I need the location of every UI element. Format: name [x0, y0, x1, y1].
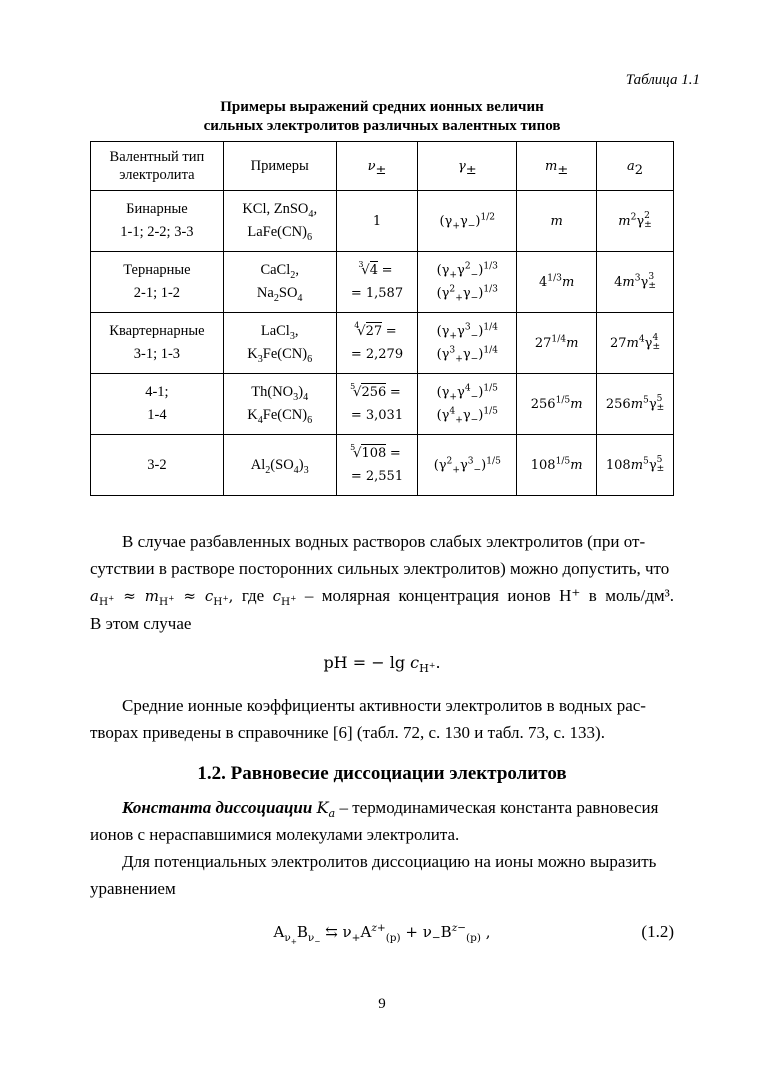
- header-examples: Примеры: [223, 142, 336, 191]
- cell-nu: 5 √108 = = 2,551: [336, 435, 418, 496]
- cell-a: $108m^5\gamma 5$ ±: [597, 435, 674, 496]
- cell-gamma: $(\gamma^2_+\gamma^3_-)^{1/5}$: [418, 435, 517, 496]
- page-number: 9: [378, 996, 386, 1012]
- cell-m: $4^{1/3}m$: [517, 252, 597, 313]
- equation-ph: pH = − $\lg c_{H^+}$.: [323, 653, 441, 676]
- section-heading: 1.2. Равновесие диссоциации электролитов: [197, 763, 567, 784]
- equation-number: (1.2): [641, 922, 674, 941]
- cell-examples: CaCl$_2$, $Na_2SO_4$: [223, 252, 336, 313]
- table-title-line-2: сильных электролитов различных валентных типов: [203, 118, 561, 134]
- paragraph-activity-coefficients: Средние ионные коэффициенты активности электролитов в водных рас- творах приведены в справочнике [6] (табл. 72, с. 130 и табл. 73, с. 133).: [90, 696, 646, 742]
- cell-m: $256^{1/5}m$: [517, 374, 597, 435]
- cell-examples: KCl, ZnSO$_4$, $LaFe(CN)_6$: [223, 191, 336, 252]
- cell-a: $4m^3\gamma 3$ ±: [597, 252, 674, 313]
- cell-examples: $Al_2(SO_4)_3$: [223, 435, 336, 496]
- cell-a: $256m^5\gamma 5$ ±: [597, 374, 674, 435]
- paragraph-line-3: $a_{H^+} \approx m_{H^+} \approx c_{H^+}$, где $c_{H^+}$ – молярная концентрация ионов H⁺ в моль/дм³.: [90, 586, 675, 608]
- table-row: [91, 374, 674, 435]
- table-title-line-1: Примеры выражений средних ионных величин: [220, 99, 544, 115]
- cell-nu: 5 √256 = = 3,031: [336, 374, 418, 435]
- cell-nu: 3 √4 = = 1,587: [336, 252, 418, 313]
- cell-gamma: $(\gamma_+\gamma^2_-)^{1/3}$ $(\gamma^2_+\gamma_-)^{1/3}$: [418, 252, 517, 313]
- table-row: [91, 435, 674, 496]
- header-m: $m_\pm$: [517, 142, 597, 191]
- cell-type: Бинарные 1-1; 2-2; 3-3: [91, 191, 224, 252]
- cell-gamma: $(\gamma_+\gamma_-)^{1/2}$: [418, 191, 517, 252]
- table-caption: Таблица 1.1: [625, 72, 700, 88]
- cell-examples: $Th(NO_3)_4$ $K_4Fe(CN)_6$: [223, 374, 336, 435]
- header-a: $a_2$: [597, 142, 674, 191]
- cell-gamma: $(\gamma_+\gamma^4_-)^{1/5}$ $(\gamma^4_+\gamma_-)^{1/5}$: [418, 374, 517, 435]
- cell-m: m: [517, 191, 597, 252]
- table-row: [91, 252, 674, 313]
- table-title: [0, 98, 764, 136]
- cell-nu: 4 √27 = = 2,279: [336, 313, 418, 374]
- cell-nu: 1: [336, 191, 418, 252]
- equation-dissociation: $A_{\nu_+}B_{\nu_-}$ ⇆ $\nu_+A^{z+}_{(р)} + \nu_-B^{z-}_{(р)}$ ,: [273, 922, 491, 947]
- cell-gamma: $(\gamma_+\gamma^3_-)^{1/4}$ $(\gamma^3_+\gamma_-)^{1/4}$: [418, 313, 517, 374]
- cell-type: Квартернарные 3-1; 1-3: [91, 313, 224, 374]
- header-gamma: $\gamma_\pm$: [418, 142, 517, 191]
- header-valence-type: Валентный тип электролита: [91, 142, 224, 191]
- cell-type: 4-1; 1-4: [91, 374, 224, 435]
- table-row: [91, 313, 674, 374]
- cell-a: $27m^4\gamma 4$ ±: [597, 313, 674, 374]
- cell-type: Тернарные 2-1; 1-2: [91, 252, 224, 313]
- cell-m: $27^{1/4}m$: [517, 313, 597, 374]
- cell-m: $108^{1/5}m$: [517, 435, 597, 496]
- cell-a: $m^2\gamma 2$ ±: [597, 191, 674, 252]
- paragraph-dissociation-constant: Константа диссоциации $K_a$ – термодинамическая константа равновесия ионов с нераспавшимися молекулами электролита.: [90, 798, 659, 844]
- header-nu: $\nu_\pm$: [336, 142, 418, 191]
- paragraph-weak-electrolytes: В случае разбавленных водных растворов слабых электролитов (при от- сутствии в растворе посторонних сильных электролитов) можно допустить, что $a_{H^+} \approx m_{H^+} \approx c_{H^+}$, где $c_{H^+}$ – молярная концентрация ионов H⁺ в моль/дм³. В этом случае: [90, 532, 675, 633]
- table-row: [91, 191, 674, 252]
- data-table: [90, 141, 674, 496]
- paragraph-potential-electrolytes: Для потенциальных электролитов диссоциацию на ионы можно выразить уравнением: [90, 852, 657, 898]
- cell-examples: LaCl$_3$, $K_3Fe(CN)_6$: [223, 313, 336, 374]
- table-header-row: [91, 142, 674, 191]
- cell-type: 3-2: [91, 435, 224, 496]
